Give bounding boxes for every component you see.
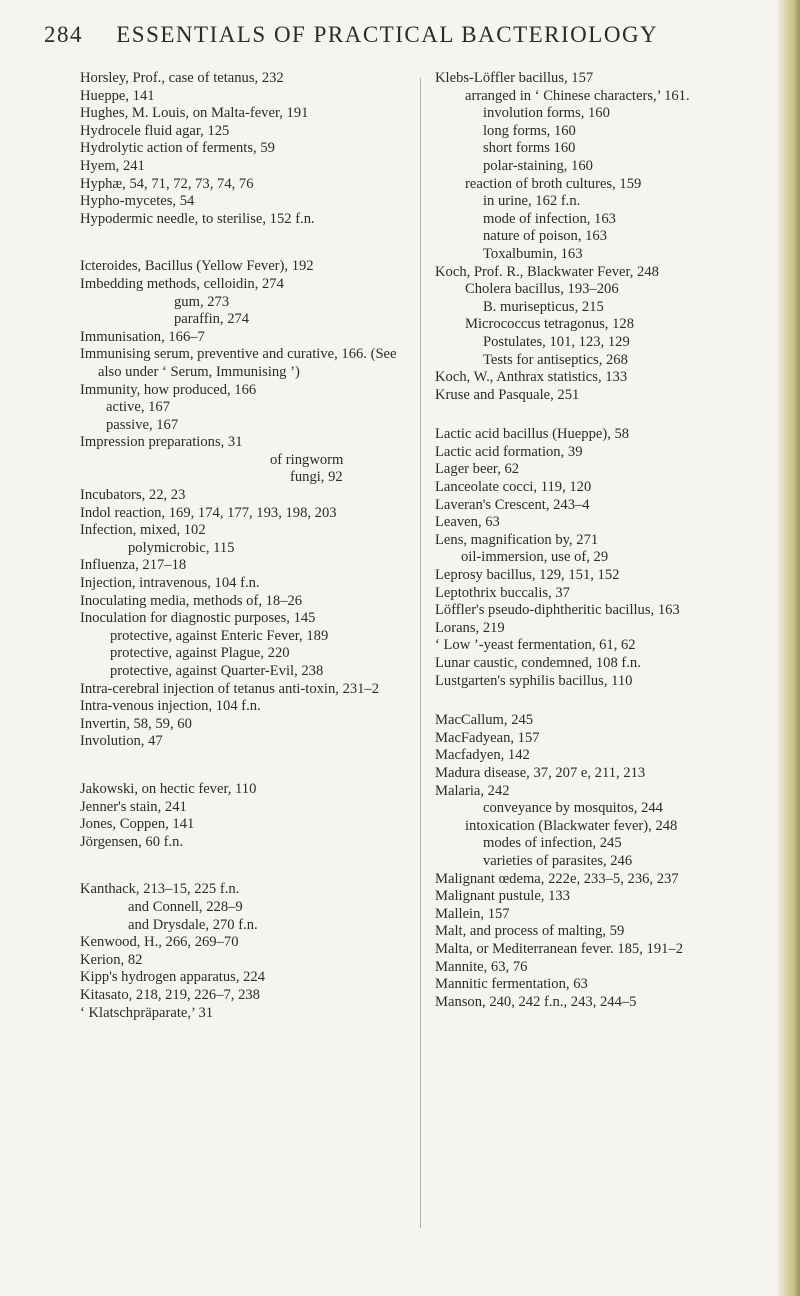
index-subentry: reaction of broth cultures, 159 <box>465 175 642 192</box>
index-subentry: polymicrobic, 115 <box>128 539 235 556</box>
index-entry: Kenwood, H., 266, 269–70 <box>80 934 239 951</box>
index-entry: Malignant pustule, 133 <box>435 888 570 905</box>
index-entry: Lager beer, 62 <box>435 461 520 478</box>
index-subentry: polar-staining, 160 <box>483 157 593 174</box>
index-entry: Invertin, 58, 59, 60 <box>80 715 192 732</box>
index-entry: Lorans, 219 <box>435 619 505 636</box>
section-gap <box>80 851 415 881</box>
index-subentry: oil-immersion, use of, 29 <box>461 549 609 566</box>
page-number: 284 <box>44 22 83 47</box>
index-entry: ‘ Klatschpräparate,’ 31 <box>80 1004 214 1021</box>
index-subentry: in urine, 162 f.n. <box>483 193 581 210</box>
index-subentry: gum, 273 <box>174 293 230 310</box>
index-subentry: passive, 167 <box>106 416 179 433</box>
index-entry: Hypodermic needle, to sterilise, 152 f.n. <box>80 210 315 227</box>
index-subentry: paraffin, 274 <box>174 311 250 328</box>
index-entry: Indol reaction, 169, 174, 177, 193, 198, 203 <box>80 504 337 521</box>
index-entry: Malt, and process of malting, 59 <box>435 923 625 940</box>
index-entry: Hyphæ, 54, 71, 72, 73, 74, 76 <box>80 175 254 192</box>
index-entry: Kruse and Pasquale, 251 <box>435 386 580 403</box>
index-entry: Mannitic fermentation, 63 <box>435 976 588 993</box>
index-entry: Involution, 47 <box>80 733 163 750</box>
running-title: ESSENTIALS OF PRACTICAL BACTERIOLOGY <box>116 22 659 47</box>
index-subentry: fungi, 92 <box>290 469 343 486</box>
index-entry: Hydrolytic action of ferments, 59 <box>80 140 275 157</box>
index-subentry: arranged in ‘ Chinese characters,’ 161. <box>465 87 690 104</box>
index-subentry: involution forms, 160 <box>483 105 610 122</box>
index-subentry: short forms 160 <box>483 140 576 157</box>
page-edge <box>778 0 800 1296</box>
index-entry: Hueppe, 141 <box>80 87 155 104</box>
index-entry: Leptothrix buccalis, 37 <box>435 584 570 601</box>
index-entry: Immunisation, 166–7 <box>80 328 205 345</box>
section-gap <box>80 228 415 258</box>
index-entry: Infection, mixed, 102 <box>80 522 206 539</box>
index-entry: Hydrocele fluid agar, 125 <box>80 122 230 139</box>
index-subentry: of ringworm <box>270 451 344 468</box>
index-subentry: Toxalbumin, 163 <box>483 245 583 262</box>
index-entry: ‘ Low ’-yeast fermentation, 61, 62 <box>435 637 636 654</box>
index-entry: Kitasato, 218, 219, 226–7, 238 <box>80 986 260 1003</box>
index-entry: MacCallum, 245 <box>435 712 534 729</box>
index-entry: Macfadyen, 142 <box>435 747 530 764</box>
index-subentry: active, 167 <box>106 399 171 416</box>
index-subentry: protective, against Quarter-Evil, 238 <box>110 663 324 679</box>
index-entry: MacFadyean, 157 <box>435 729 540 746</box>
index-entry: Kanthack, 213–15, 225 f.n. <box>80 881 240 898</box>
index-entry: Leaven, 63 <box>435 514 500 531</box>
running-header <box>44 22 724 48</box>
index-entry: Incubators, 22, 23 <box>80 487 186 504</box>
index-subentry: modes of infection, 245 <box>483 835 622 852</box>
index-entry: Madura disease, 37, 207 e, 211, 213 <box>435 764 646 781</box>
index-subentry: protective, against Enteric Fever, 189 <box>110 627 329 644</box>
index-entry: Jörgensen, 60 f.n. <box>80 833 184 850</box>
index-entry: Lactic acid formation, 39 <box>435 443 583 460</box>
index-entry: Malignant œdema, 222e, 233–5, 236, 237 <box>435 870 679 887</box>
index-subentry: Tests for antiseptics, 268 <box>483 351 628 368</box>
index-entry: Koch, Prof. R., Blackwater Fever, 248 <box>435 263 659 280</box>
index-entry: Immunising serum, preventive and curative, 166. (See also under ‘ Serum, Immunising ’) <box>80 346 397 380</box>
index-entry: Inoculating media, methods of, 18–26 <box>80 592 303 609</box>
index-entry: Kipp's hydrogen apparatus, 224 <box>80 969 266 986</box>
index-entry: Jakowski, on hectic fever, 110 <box>80 780 257 797</box>
index-subentry: protective, against Plague, 220 <box>110 645 290 662</box>
column-divider <box>420 78 421 1228</box>
index-subentry: long forms, 160 <box>483 122 576 139</box>
index-entry: Löffler's pseudo-diphtheritic bacillus, 163 <box>435 602 680 619</box>
index-entry: Hughes, M. Louis, on Malta-fever, 191 <box>80 105 309 122</box>
index-column-right <box>435 70 775 1011</box>
index-entry: Intra-cerebral injection of tetanus anti-toxin, 231–2 <box>80 680 380 697</box>
index-subentry: Postulates, 101, 123, 129 <box>483 333 630 350</box>
section-gap <box>435 690 775 712</box>
index-entry: Injection, intravenous, 104 f.n. <box>80 575 260 592</box>
index-column-left <box>80 70 415 1022</box>
index-entry: Inoculation for diagnostic purposes, 145 <box>80 610 316 627</box>
index-entry: Malta, or Mediterranean fever. 185, 191–2 <box>435 940 684 957</box>
index-entry: Horsley, Prof., case of tetanus, 232 <box>80 70 284 86</box>
index-entry: Kerion, 82 <box>80 951 143 968</box>
index-subentry: varieties of parasites, 246 <box>483 852 633 869</box>
index-entry: Klebs-Löffler bacillus, 157 <box>435 70 594 86</box>
index-subentry: mode of infection, 163 <box>483 210 616 227</box>
index-entry: Imbedding methods, celloidin, 274 <box>80 275 284 292</box>
section-gap <box>435 404 775 426</box>
index-entry: Intra-venous injection, 104 f.n. <box>80 698 261 715</box>
index-entry: Leprosy bacillus, 129, 151, 152 <box>435 567 620 584</box>
index-subentry: intoxication (Blackwater fever), 248 <box>465 817 678 834</box>
index-entry: Koch, W., Anthrax statistics, 133 <box>435 369 628 386</box>
index-entry: Jones, Coppen, 141 <box>80 816 195 833</box>
index-entry: Lustgarten's syphilis bacillus, 110 <box>435 672 633 689</box>
index-entry: Laveran's Crescent, 243–4 <box>435 496 590 513</box>
index-subentry: and Connell, 228–9 <box>128 898 243 915</box>
section-gap <box>80 751 415 781</box>
index-entry: Lactic acid bacillus (Hueppe), 58 <box>435 426 630 443</box>
index-entry: Lanceolate cocci, 119, 120 <box>435 479 592 496</box>
index-entry: Malaria, 242 <box>435 782 510 799</box>
index-entry: Hypho-mycetes, 54 <box>80 193 195 210</box>
index-entry: Mannite, 63, 76 <box>435 958 528 975</box>
index-entry: Icteroides, Bacillus (Yellow Fever), 192 <box>80 258 314 275</box>
index-entry: Lunar caustic, condemned, 108 f.n. <box>435 655 641 671</box>
index-entry: Jenner's stain, 241 <box>80 798 187 815</box>
index-subentry: conveyance by mosquitos, 244 <box>483 800 663 817</box>
index-entry: Impression preparations, 31 <box>80 434 243 451</box>
index-subentry: and Drysdale, 270 f.n. <box>128 916 258 933</box>
index-entry: Immunity, how produced, 166 <box>80 381 257 398</box>
index-subentry: Cholera bacillus, 193–206 <box>465 281 619 298</box>
index-subentry: Micrococcus tetragonus, 128 <box>465 316 634 333</box>
index-entry: Manson, 240, 242 f.n., 243, 244–5 <box>435 993 637 1010</box>
index-entry: Mallein, 157 <box>435 905 510 922</box>
index-entry: Influenza, 217–18 <box>80 557 187 574</box>
index-subentry: nature of poison, 163 <box>483 228 608 245</box>
index-entry: Lens, magnification by, 271 <box>435 531 599 548</box>
index-subentry: B. murisepticus, 215 <box>483 298 604 315</box>
index-entry: Hyem, 241 <box>80 157 145 174</box>
